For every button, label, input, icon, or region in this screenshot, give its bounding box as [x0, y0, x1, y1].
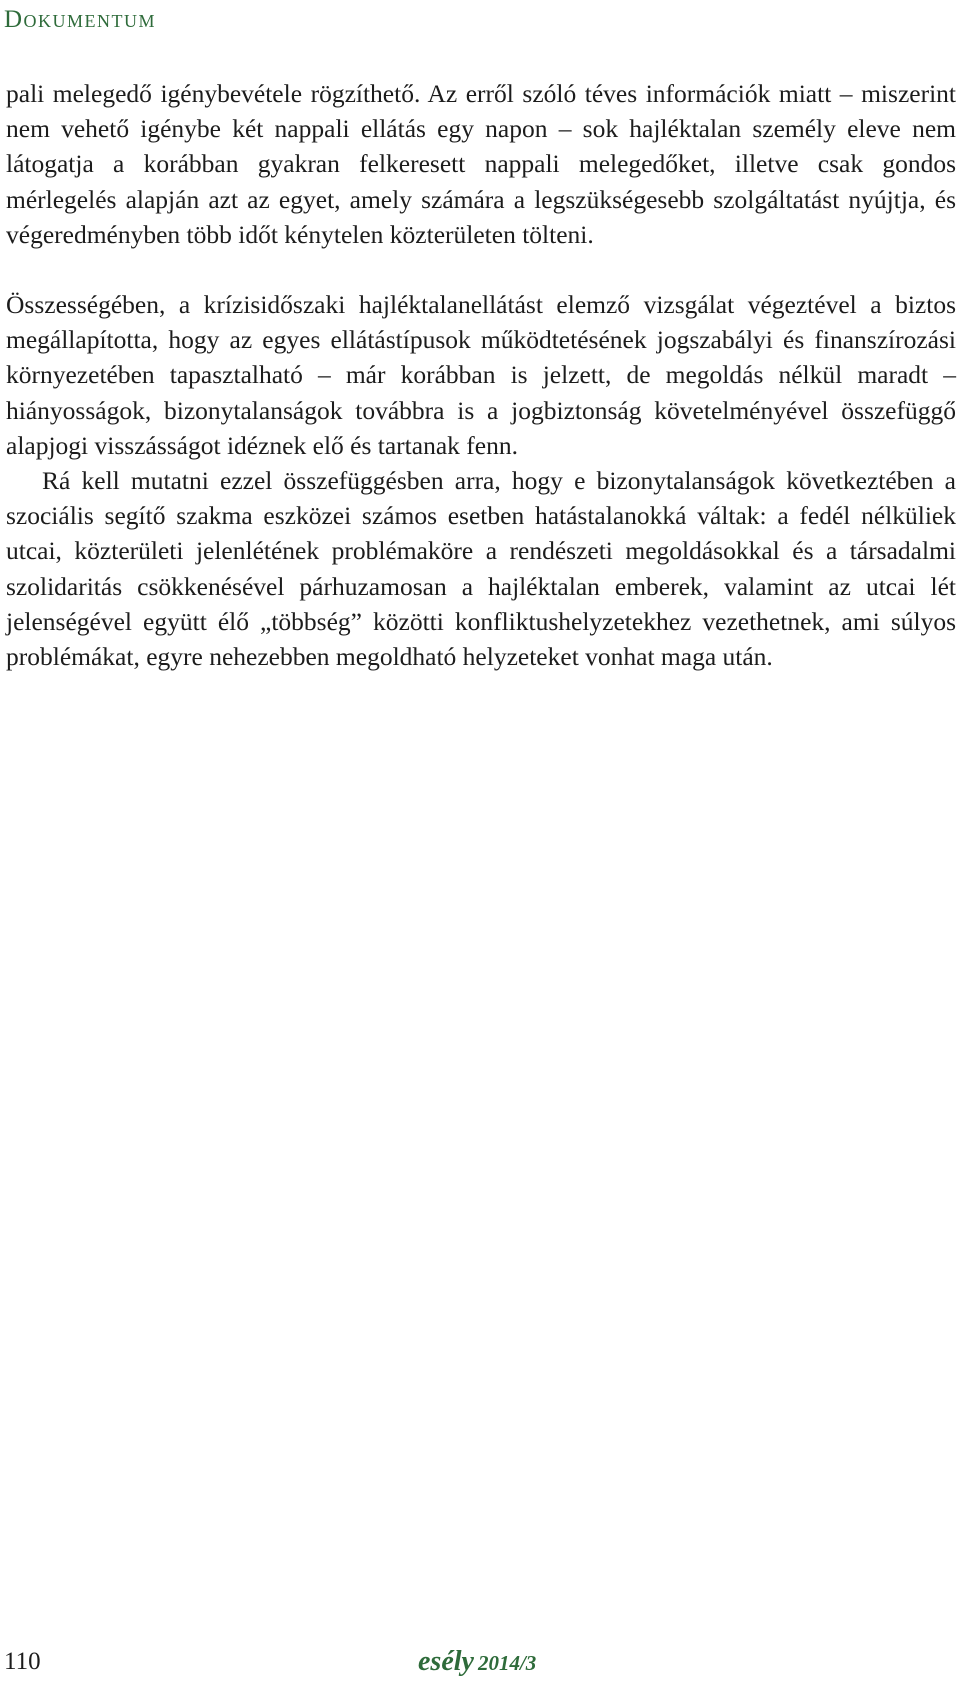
- journal-name: esély: [418, 1646, 474, 1677]
- journal-issue: 2014/3: [477, 1651, 537, 1675]
- running-head: Dokumentum: [4, 6, 157, 33]
- document-body: [6, 76, 956, 674]
- paragraph-3: Rá kell mutatni ezzel összefüggésben arra, hogy e bizonytalanságok következtében a szociális segítő szakma eszközei számos esetben hatástalanokká váltak: a fedél nélküliek utcai, közterületi jelenlétének problémaköre a rendészeti megoldásokkal és a társadalmi szolidaritás csökkenésével párhuzamosan a hajléktalan emberek, valamint az utcai lét jelenségével együtt élő „többség” közötti konfliktushelyzetekhez vezethetnek, ami súlyos problémákat, egyre nehezebben megoldható helyzeteket vonhat maga után.: [6, 466, 956, 672]
- paragraph-2: Összességében, a krízisidőszaki hajléktalanellátást elemző vizsgálat végeztével a biztos megállapította, hogy az egyes ellátástípusok működtetésének jogszabályi és finanszírozási környezetében tapasztalható – már korábban is jelzett, de megoldás nélkül maradt – hiányosságok, bizonytalanságok továbbra is a jogbiztonság követelményével összefüggő alapjogi visszásságot idéznek elő és tartanak fenn.: [6, 290, 956, 460]
- paragraph-1: pali melegedő igénybevétele rögzíthető. Az erről szóló téves információk miatt – miszerint nem vehető igénybe két nappali ellátás egy napon – sok hajléktalan személy eleve nem látogatja a korábban gyakran felkeresett nappali melegedőket, illetve csak gondos mérlegelés alapján azt az egyet, amely számára a legszükségesebb szolgáltatást nyújtja, és végeredményben több időt kénytelen közterületen tölteni.: [6, 79, 956, 249]
- journal-footer: [418, 1646, 536, 1678]
- page-number: 110: [4, 1648, 41, 1675]
